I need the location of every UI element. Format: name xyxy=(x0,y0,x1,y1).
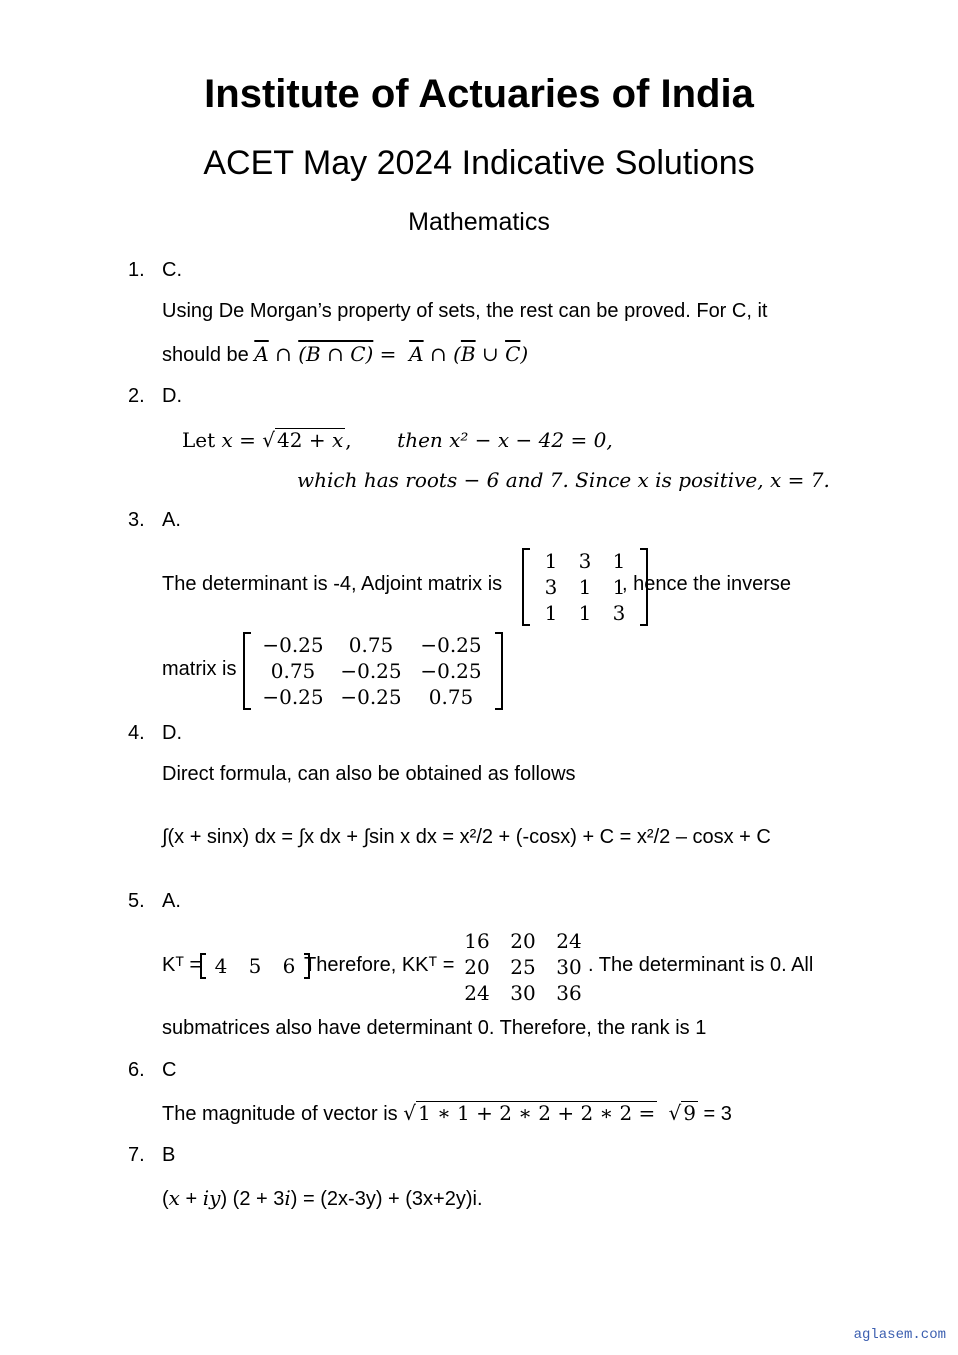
kkt-cell-5: 30 xyxy=(556,955,582,979)
inverse-cell-8: 0.75 xyxy=(428,685,474,709)
kkt-cell-7: 30 xyxy=(510,981,536,1005)
inverse-cell-7: −0.25 xyxy=(340,685,402,709)
inverse-matrix-cells xyxy=(251,632,495,710)
answer-5: A. xyxy=(162,890,181,912)
kt-row-vector-cells xyxy=(206,953,304,979)
adjoint-cell-1: 3 xyxy=(578,549,592,573)
q3-matrix-is: matrix is xyxy=(162,658,237,680)
answer-3: A. xyxy=(162,509,181,531)
q2-let: Let xyxy=(182,428,222,452)
kkt-cell-2: 24 xyxy=(556,929,582,953)
watermark-link[interactable]: aglasem.com xyxy=(853,1327,946,1343)
q2-roots-line: which has roots − 6 and 7. Since x is positive, x = 7. xyxy=(297,468,830,492)
page-title: Institute of Actuaries of India xyxy=(204,72,754,116)
kkt-cell-8: 36 xyxy=(556,981,582,1005)
inverse-cell-3: 0.75 xyxy=(270,659,316,683)
answer-4: D. xyxy=(162,722,182,744)
adjoint-cell-0: 1 xyxy=(544,549,558,573)
q4-explanation: Direct formula, can also be obtained as follows xyxy=(162,763,576,785)
adjoint-cell-8: 3 xyxy=(612,601,626,625)
q1-set-expression: $\overline{A}$ ∩ (B ∩ $C) = \overline{A}$ ∩ ($\overline{B}$ ∪ $\overline{C}$) xyxy=(254,342,529,366)
kkt-matrix-cells xyxy=(450,928,596,1006)
q6-magnitude-line: The magnitude of vector is √ 1 ∗ 1 + 2 ∗ 2 + 2 ∗ 2 = √ 9 = 3 xyxy=(162,1101,732,1125)
subject-heading: Mathematics xyxy=(408,208,550,236)
inverse-cell-2: −0.25 xyxy=(420,633,482,657)
kkt-cell-6: 24 xyxy=(464,981,490,1005)
adjoint-cell-2: 1 xyxy=(612,549,626,573)
q2-equation-line1: Let x = √ 42 + x , then x² − x − 42 = 0, xyxy=(182,428,613,452)
answer-2: D. xyxy=(162,385,182,407)
kt-cell-2: 6 xyxy=(282,954,296,978)
question-number-5: 5. xyxy=(128,890,145,912)
answer-7: B xyxy=(162,1144,176,1166)
q5-rank-line: submatrices also have determinant 0. Therefore, the rank is 1 xyxy=(162,1017,707,1039)
q4-integral: ∫(x + sinx) dx = ∫x dx + ∫sin x dx = x²/2 + (-cosx) + C = x²/2 – cosx + C xyxy=(162,826,771,848)
q3-determinant-text: The determinant is -4, Adjoint matrix is xyxy=(162,573,503,595)
q3-hence-text: , hence the inverse xyxy=(622,573,791,595)
inverse-matrix xyxy=(243,632,503,710)
question-number-2: 2. xyxy=(128,385,145,407)
kkt-cell-4: 25 xyxy=(510,955,536,979)
kkt-matrix xyxy=(450,928,596,1006)
q6-prefix: The magnitude of vector is xyxy=(162,1103,404,1125)
q6-result: = 3 xyxy=(697,1103,732,1125)
page-subtitle: ACET May 2024 Indicative Solutions xyxy=(203,144,755,182)
kkt-cell-0: 16 xyxy=(464,929,490,953)
kt-row-vector xyxy=(200,953,310,979)
adjoint-cell-6: 1 xyxy=(544,601,558,625)
q1-explanation-line2 xyxy=(162,342,528,367)
adjoint-cell-3: 3 xyxy=(544,575,558,599)
inverse-cell-0: −0.25 xyxy=(262,633,324,657)
kt-cell-0: 4 xyxy=(214,954,228,978)
q6-sqrt9: 9 xyxy=(683,1101,696,1125)
q5-kt-label: Kᵀ = xyxy=(162,954,202,976)
q7-complex-line: (x + iy) (2 + 3i) = (2x-3y) + (3x+2y)i. xyxy=(162,1186,483,1210)
answer-1: C. xyxy=(162,259,182,281)
question-number-6: 6. xyxy=(128,1059,145,1081)
q5-determinant-zero: . The determinant is 0. All xyxy=(588,954,814,976)
answer-6: C xyxy=(162,1059,177,1081)
question-number-1: 1. xyxy=(128,259,145,281)
adjoint-cell-5: 1 xyxy=(612,575,626,599)
q1-explanation-line1: Using De Morgan’s property of sets, the rest can be proved. For C, it xyxy=(162,300,768,322)
adjoint-cell-7: 1 xyxy=(578,601,592,625)
kt-cell-1: 5 xyxy=(248,954,262,978)
kkt-cell-1: 20 xyxy=(510,929,536,953)
q2-then: then x² − x − 42 = 0, xyxy=(397,428,613,452)
kkt-cell-3: 20 xyxy=(464,955,490,979)
inverse-cell-6: −0.25 xyxy=(262,685,324,709)
inverse-cell-5: −0.25 xyxy=(420,659,482,683)
q1-should-be: should be xyxy=(162,344,255,366)
inverse-cell-1: 0.75 xyxy=(348,633,394,657)
q7-middle: (2 + 3 xyxy=(227,1188,285,1210)
question-number-4: 4. xyxy=(128,722,145,744)
q7-end: ) = (2x-3y) + (3x+2y)i. xyxy=(290,1188,483,1210)
q6-radicand: 1 ∗ 1 + 2 ∗ 2 + 2 ∗ 2 = xyxy=(417,1101,656,1125)
question-number-3: 3. xyxy=(128,509,145,531)
inverse-cell-4: −0.25 xyxy=(340,659,402,683)
adjoint-cell-4: 1 xyxy=(578,575,592,599)
q5-therefore: Therefore, KKᵀ = xyxy=(304,954,455,976)
question-number-7: 7. xyxy=(128,1144,145,1166)
